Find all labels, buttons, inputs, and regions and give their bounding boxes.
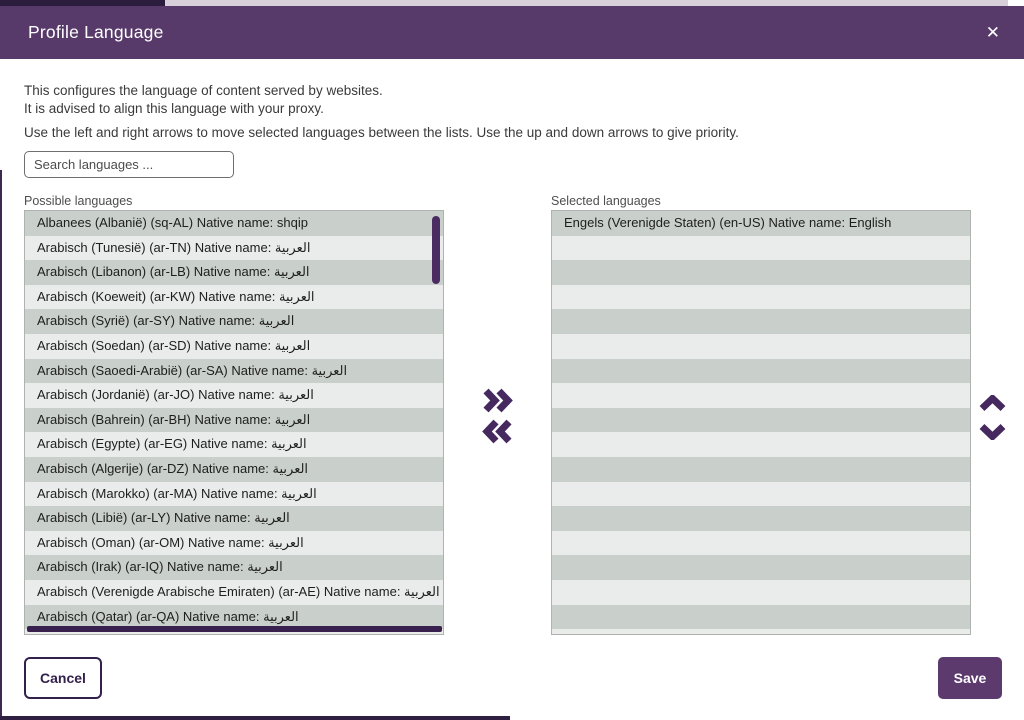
close-icon[interactable]: ✕ bbox=[985, 23, 1000, 42]
priority-up-button[interactable] bbox=[979, 395, 1006, 412]
priority-down-button[interactable] bbox=[979, 423, 1006, 440]
vertical-scrollbar-thumb[interactable] bbox=[432, 216, 440, 284]
language-option[interactable]: Arabisch (Koeweit) (ar-KW) Native name: العربية bbox=[25, 285, 443, 310]
language-option[interactable]: Arabisch (Saoedi-Arabië) (ar-SA) Native name: العربية bbox=[25, 359, 443, 384]
selected-language-option bbox=[552, 531, 970, 556]
language-option[interactable]: Arabisch (Soedan) (ar-SD) Native name: العربية bbox=[25, 334, 443, 359]
selected-language-option bbox=[552, 359, 970, 384]
language-option[interactable]: Arabisch (Jordanië) (ar-JO) Native name: العربية bbox=[25, 383, 443, 408]
chevron-down-icon bbox=[979, 423, 1006, 440]
selected-language-option bbox=[552, 408, 970, 433]
bottom-edge-artifact bbox=[0, 716, 510, 720]
language-option[interactable]: Arabisch (Oman) (ar-OM) Native name: العربية bbox=[25, 531, 443, 556]
move-right-button[interactable] bbox=[482, 388, 513, 413]
selected-language-option bbox=[552, 555, 970, 580]
left-edge-artifact bbox=[0, 170, 2, 720]
selected-language-option[interactable]: Engels (Verenigde Staten) (en-US) Native name: English bbox=[552, 211, 970, 236]
intro-text bbox=[24, 82, 383, 117]
selected-language-option bbox=[552, 334, 970, 359]
dialog-header bbox=[0, 6, 1024, 59]
language-option[interactable]: Arabisch (Libanon) (ar-LB) Native name: العربية bbox=[25, 260, 443, 285]
save-button[interactable]: Save bbox=[938, 657, 1002, 699]
selected-language-option bbox=[552, 236, 970, 261]
instructions-text: Use the left and right arrows to move selected languages between the lists. Use the up and down arrows to give priority. bbox=[24, 125, 739, 140]
selected-languages-label: Selected languages bbox=[551, 194, 661, 208]
possible-languages-label: Possible languages bbox=[24, 194, 133, 208]
selected-languages-list bbox=[551, 210, 971, 635]
selected-language-option bbox=[552, 383, 970, 408]
language-option[interactable]: Arabisch (Marokko) (ar-MA) Native name: العربية bbox=[25, 482, 443, 507]
selected-language-option bbox=[552, 309, 970, 334]
language-option[interactable]: Arabisch (Libië) (ar-LY) Native name: العربية bbox=[25, 506, 443, 531]
selected-language-option bbox=[552, 285, 970, 310]
selected-language-option bbox=[552, 432, 970, 457]
intro-line-1: This configures the language of content served by websites. bbox=[24, 83, 383, 98]
language-option[interactable]: Arabisch (Tunesië) (ar-TN) Native name: العربية bbox=[25, 236, 443, 261]
double-chevron-left-icon bbox=[482, 419, 513, 444]
dialog-title: Profile Language bbox=[28, 22, 164, 42]
selected-language-option bbox=[552, 260, 970, 285]
horizontal-scrollbar[interactable] bbox=[27, 626, 442, 632]
language-option[interactable]: Arabisch (Egypte) (ar-EG) Native name: العربية bbox=[25, 432, 443, 457]
selected-language-option bbox=[552, 580, 970, 605]
search-languages-input[interactable] bbox=[24, 151, 234, 178]
language-option[interactable]: Albanees (Albanië) (sq-AL) Native name: shqip bbox=[25, 211, 443, 236]
language-option[interactable]: Arabisch (Algerije) (ar-DZ) Native name: العربية bbox=[25, 457, 443, 482]
selected-language-option bbox=[552, 506, 970, 531]
selected-language-option bbox=[552, 482, 970, 507]
selected-language-option bbox=[552, 457, 970, 482]
chevron-up-icon bbox=[979, 395, 1006, 412]
language-option[interactable]: Arabisch (Syrië) (ar-SY) Native name: العربية bbox=[25, 309, 443, 334]
move-left-button[interactable] bbox=[482, 419, 513, 444]
language-option[interactable]: Arabisch (Qatar) (ar-QA) Native name: العربية bbox=[25, 605, 443, 630]
intro-line-2: It is advised to align this language with your proxy. bbox=[24, 100, 324, 116]
double-chevron-right-icon bbox=[482, 388, 513, 413]
cancel-button[interactable]: Cancel bbox=[24, 657, 102, 699]
language-option[interactable]: Arabisch (Bahrein) (ar-BH) Native name: العربية bbox=[25, 408, 443, 433]
language-option[interactable]: Arabisch (Irak) (ar-IQ) Native name: العربية bbox=[25, 555, 443, 580]
possible-languages-list bbox=[24, 210, 444, 635]
language-option[interactable]: Arabisch (Verenigde Arabische Emiraten) (ar-AE) Native name: العربية bbox=[25, 580, 443, 605]
selected-language-option bbox=[552, 605, 970, 630]
